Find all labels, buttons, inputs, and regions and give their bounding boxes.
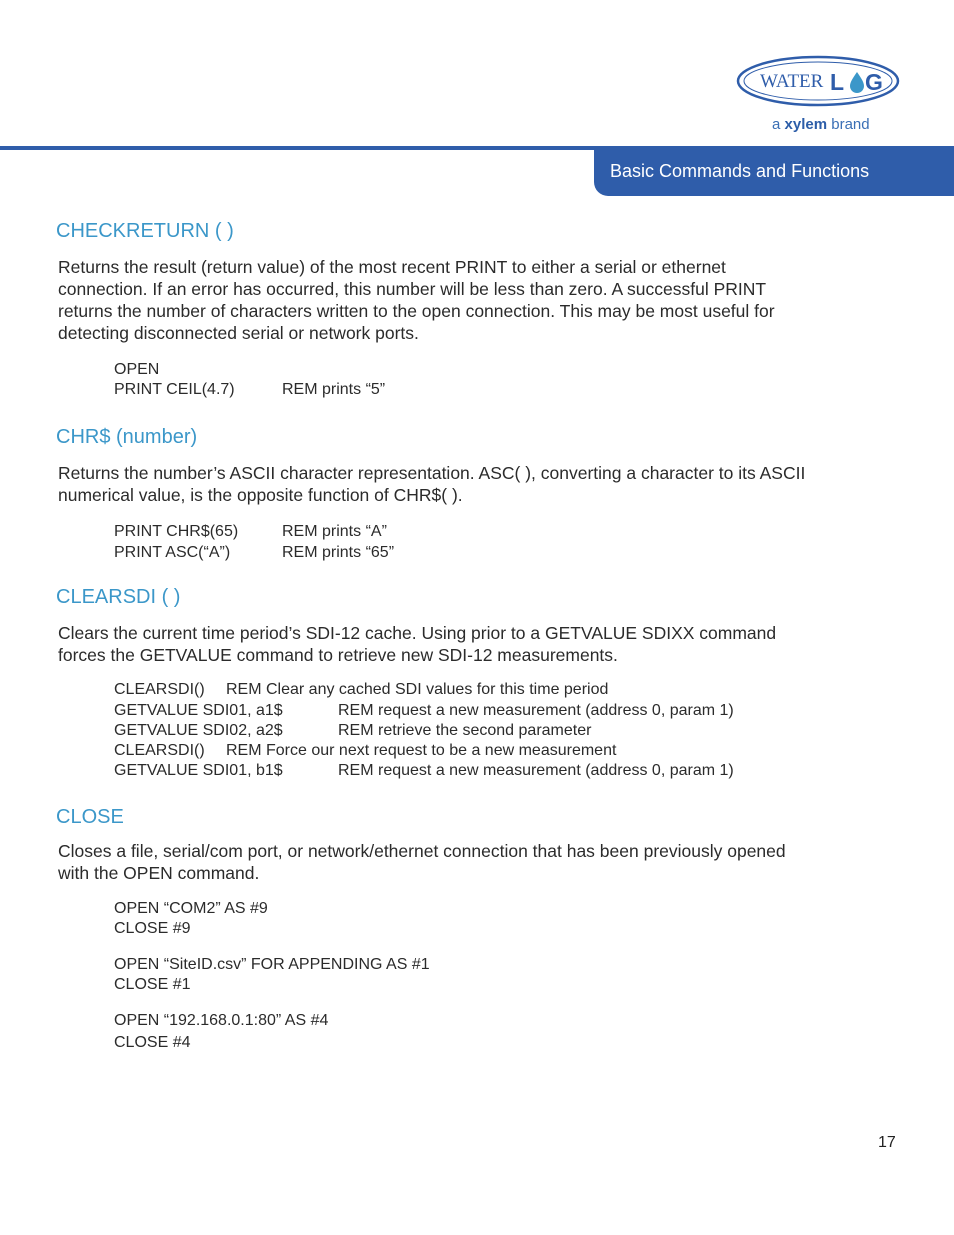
page-number: 17 — [878, 1134, 896, 1151]
code-line: OPEN — [114, 361, 160, 378]
code-line: CLEARSDI() — [114, 681, 205, 698]
waterlog-logo — [736, 54, 900, 108]
code-line: PRINT CHR$(65) — [114, 523, 239, 540]
code-line: GETVALUE SDI01, a1$ — [114, 702, 283, 719]
brand-tagline: a xylem brand — [772, 116, 870, 133]
paragraph-clearsdi: Clears the current time period’s SDI-12 cache. Using prior to a GETVALUE SDIXX command forces the GETVALUE command to retrieve new SDI-12 measurements. — [58, 623, 777, 665]
code-line: OPEN “192.168.0.1:80” AS #4 — [114, 1012, 329, 1029]
code-remark: REM Force our next request to be a new measurement — [226, 742, 617, 759]
code-line: GETVALUE SDI01, b1$ — [114, 762, 283, 779]
svg-text:WATER: WATER — [760, 71, 824, 92]
code-line: CLOSE #9 — [114, 920, 191, 937]
code-line: CLOSE #1 — [114, 976, 191, 993]
code-line: CLOSE #4 — [114, 1034, 191, 1051]
code-remark: REM prints “A” — [282, 523, 387, 540]
code-remark: REM prints “5” — [282, 381, 386, 398]
code-line: GETVALUE SDI02, a2$ — [114, 722, 283, 739]
heading-checkreturn: CHECKRETURN ( ) — [56, 220, 234, 242]
code-remark: REM request a new measurement (address 0, param 1) — [338, 702, 734, 719]
code-line: CLEARSDI() — [114, 742, 205, 759]
code-remark: REM prints “65” — [282, 544, 395, 561]
heading-chr: CHR$ (number) — [56, 426, 198, 448]
code-remark: REM retrieve the second parameter — [338, 722, 592, 739]
paragraph-checkreturn: Returns the result (return value) of the most recent PRINT to either a serial or ethernet connection. If an error has occurred, this number will be less than zero. A successful PRINT returns the number of characters written to the open connection. This may be most useful for detecting disconnected serial or network ports. — [58, 257, 775, 343]
svg-text:G: G — [865, 69, 883, 95]
code-line: PRINT ASC(“A”) — [114, 544, 231, 561]
code-line: OPEN “SiteID.csv” FOR APPENDING AS #1 — [114, 956, 430, 973]
section-title-tab: Basic Commands and Functions — [594, 146, 954, 196]
paragraph-close: Closes a file, serial/com port, or network/ethernet connection that has been previously opened with the OPEN command. — [58, 841, 786, 883]
code-remark: REM Clear any cached SDI values for this time period — [226, 681, 609, 698]
paragraph-chr: Returns the number’s ASCII character representation. ASC( ), converting a character to its ASCII numerical value, is the opposite function of CHR$( ). — [58, 463, 806, 505]
svg-text:L: L — [830, 69, 845, 95]
code-line: PRINT CEIL(4.7) — [114, 381, 235, 398]
code-remark: REM request a new measurement (address 0, param 1) — [338, 762, 734, 779]
heading-close: CLOSE — [56, 806, 124, 828]
heading-clearsdi: CLEARSDI ( ) — [56, 586, 181, 608]
code-line: OPEN “COM2” AS #9 — [114, 900, 268, 917]
